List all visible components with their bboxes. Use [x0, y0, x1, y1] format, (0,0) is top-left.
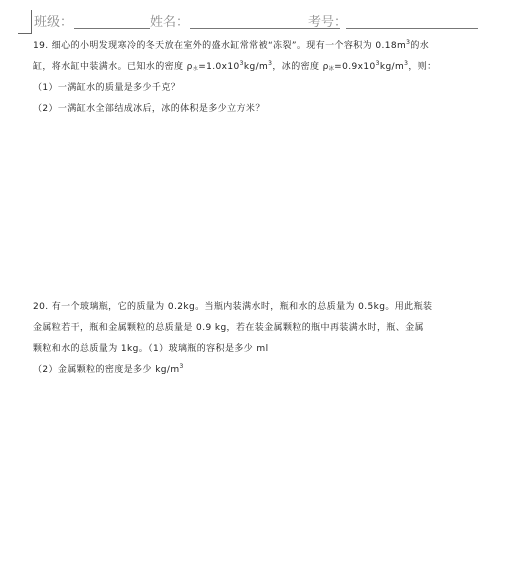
question-19 — [33, 36, 503, 120]
question-20-line-1: 20. 有一个玻璃瓶，它的质量为 0.2kg。当瓶内装满水时，瓶和水的总质量为 0.5kg。用此瓶装 — [33, 302, 433, 312]
question-20-line-2: 金属粒若干，瓶和金属颗粒的总质量是 0.9 kg，若在装金属颗粒的瓶中再装满水时，瓶、金属 — [33, 323, 424, 333]
question-19-line-2: 缸，将水缸中装满水。已知水的密度 $\rho_水=1.0x10^3kg/m^3$，冰的密度 $\rho_冰=0.9x10^3kg/m^3$，则： — [33, 60, 437, 72]
question-19-part-2: （2）一满缸水全部结成冰后，冰的体积是多少立方米？ — [33, 104, 265, 114]
exam-number-label: 考号： — [308, 15, 348, 30]
name-label: 姓名： — [150, 15, 190, 30]
question-19-line-1: 19. 细心的小明发现寒冷的冬天放在室外的盛水缸常常被“冻裂”。现有一个容积为 $0.18m^3$的水 — [33, 39, 430, 51]
exam-number-input-line[interactable] — [346, 28, 478, 29]
question-20 — [33, 297, 503, 381]
corner-crop-mark — [18, 10, 32, 34]
question-20-line-3: 颗粒和水的总质量为 1kg。（1）玻璃瓶的容积是多少 ml — [33, 344, 269, 354]
class-label: 班级： — [34, 15, 74, 30]
question-20-line-4: （2）金属颗粒的密度是多少 $kg/m^3$ — [33, 363, 184, 375]
question-19-part-1: （1）一满缸水的质量是多少千克？ — [33, 83, 181, 93]
exam-header — [34, 11, 494, 31]
class-input-line[interactable] — [74, 28, 150, 29]
